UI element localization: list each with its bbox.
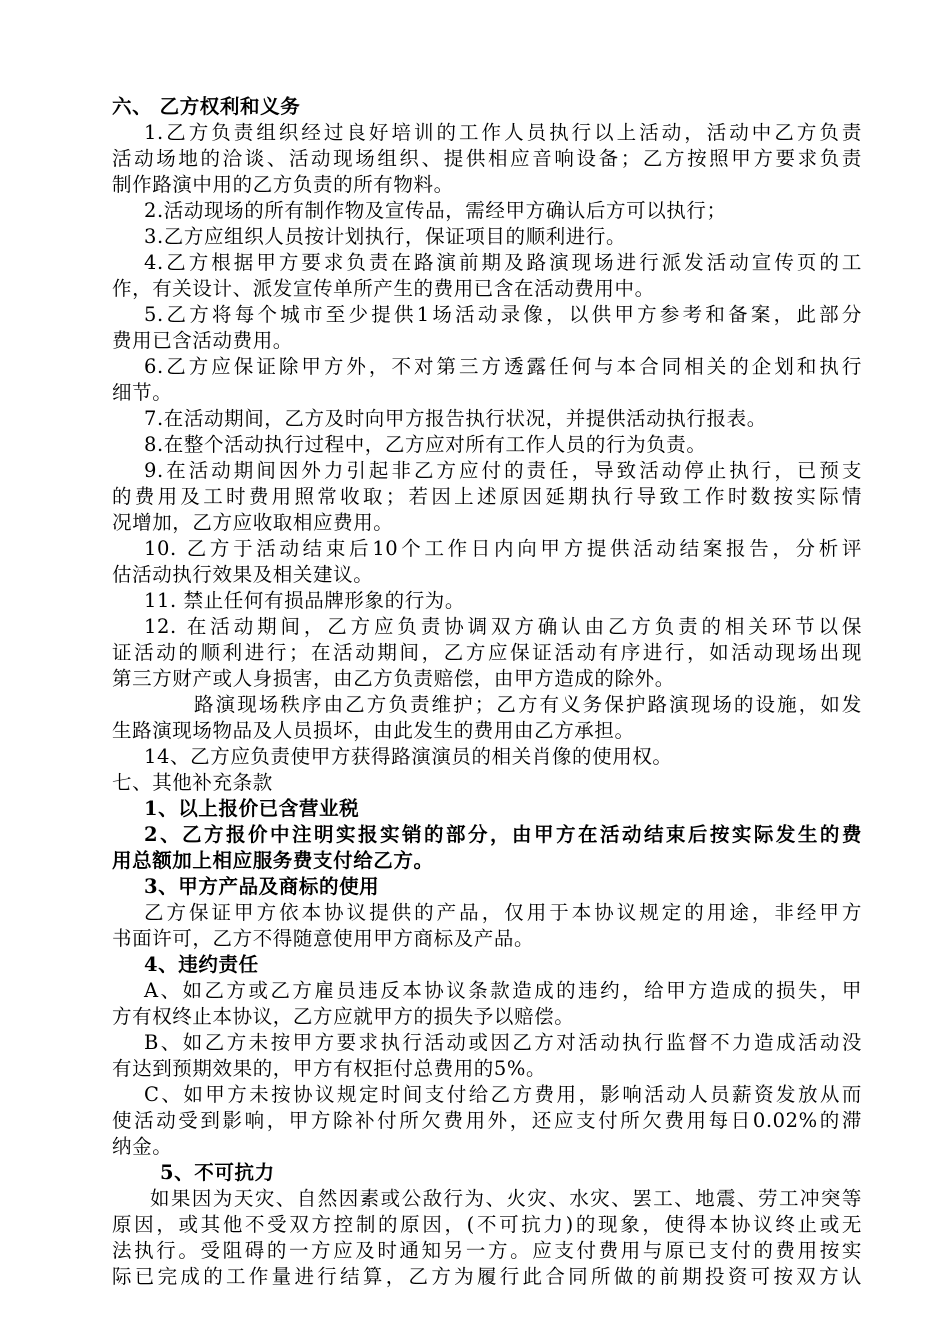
clause-line: 5.乙方将每个城市至少提供1场活动录像，以供甲方参考和备案，此部分: [144, 303, 862, 326]
clause-line: 14、乙方应负责使甲方获得路演演员的相关肖像的使用权。: [144, 745, 673, 768]
clause-line: 使活动受到影响，甲方除补付所欠费用外，还应支付所欠费用每日0.02%的滞: [112, 1109, 862, 1132]
clause-line: 的费用及工时费用照常收取；若因上述原因延期执行导致工作时数按实际情: [112, 485, 862, 508]
clause-line: 细节。: [112, 381, 173, 404]
clause-line: 9.在活动期间因外力引起非乙方应付的责任，导致活动停止执行，已预支: [144, 459, 862, 482]
clause-line: 1.乙方负责组织经过良好培训的工作人员执行以上活动，活动中乙方负责: [144, 121, 862, 144]
clause-line: 费用已含活动费用。: [112, 329, 293, 352]
clause-line: 7.在活动期间，乙方及时向甲方报告执行状况，并提供活动执行报表。: [144, 407, 767, 430]
clause-line: 原因，或其他不受双方控制的原因，(不可抗力)的现象，使得本协议终止或无: [112, 1213, 862, 1236]
clause-line: 际已完成的工作量进行结算，乙方为履行此合同所做的前期投资可按双方认: [112, 1265, 862, 1288]
clause-line: 3.乙方应组织人员按计划执行，保证项目的顺利进行。: [144, 225, 627, 248]
clause-line: 活动场地的洽谈、活动现场组织、提供相应音响设备；乙方按照甲方要求负责: [112, 147, 862, 170]
clause-line: B、如乙方未按甲方要求执行活动或因乙方对活动执行监督不力造成活动没: [144, 1031, 862, 1054]
clause-line: 6.乙方应保证除甲方外，不对第三方透露任何与本合同相关的企划和执行: [144, 355, 862, 378]
clause-line: 11. 禁止任何有损品牌形象的行为。: [144, 589, 466, 612]
clause-line: 估活动执行效果及相关建议。: [112, 563, 374, 586]
clause-line: 证活动的顺利进行；在活动期间，乙方应保证活动有序进行，如活动现场出现: [112, 641, 862, 664]
clause-line: 8.在整个活动执行过程中，乙方应对所有工作人员的行为负责。: [144, 433, 707, 456]
clause-line: 如果因为天灾、自然因素或公敌行为、火灾、水灾、罢工、地震、劳工冲突等: [150, 1187, 862, 1210]
clause-line: 12. 在活动期间，乙方应负责协调双方确认由乙方负责的相关环节以保: [144, 615, 862, 638]
clause-line: C、如甲方未按协议规定时间支付给乙方费用，影响活动人员薪资发放从而: [144, 1083, 862, 1106]
clause-heading: 1、以上报价已含营业税: [144, 797, 360, 820]
section-6-heading: 六、 乙方权利和义务: [112, 95, 301, 118]
clause-line: 纳金。: [112, 1135, 173, 1158]
clause-line: 书面许可，乙方不得随意使用甲方商标及产品。: [112, 927, 535, 950]
clause-line: 路演现场秩序由乙方负责维护；乙方有义务保护路演现场的设施，如发: [194, 693, 862, 716]
clause-line: 生路演现场物品及人员损坏，由此发生的费用由乙方承担。: [112, 719, 635, 742]
section-7-heading: 七、其他补充条款: [112, 771, 273, 794]
clause-line: 4.乙方根据甲方要求负责在路演前期及路演现场进行派发活动宣传页的工: [144, 251, 862, 274]
clause-line: 制作路演中用的乙方负责的所有物料。: [112, 173, 454, 196]
clause-line: 用总额加上相应服务费支付给乙方。: [112, 849, 434, 872]
clause-line: A、如乙方或乙方雇员违反本协议条款造成的违约，给甲方造成的损失，甲: [144, 979, 862, 1002]
clause-heading: 3、甲方产品及商标的使用: [144, 875, 380, 898]
clause-line: 有达到预期效果的，甲方有权拒付总费用的5%。: [112, 1057, 547, 1080]
clause-line: 2、乙方报价中注明实报实销的部分，由甲方在活动结束后按实际发生的费: [144, 823, 862, 846]
clause-line: 乙方保证甲方依本协议提供的产品，仅用于本协议规定的用途，非经甲方: [144, 901, 862, 924]
clause-line: 作，有关设计、派发宣传单所产生的费用已含在活动费用中。: [112, 277, 655, 300]
clause-line: 第三方财产或人身损害，由乙方负责赔偿，由甲方造成的除外。: [112, 667, 675, 690]
clause-line: 10. 乙方于活动结束后10个工作日内向甲方提供活动结案报告，分析评: [144, 537, 862, 560]
clause-line: 方有权终止本协议，乙方应就甲方的损失予以赔偿。: [112, 1005, 575, 1028]
clause-line: 况增加，乙方应收取相应费用。: [112, 511, 394, 534]
clause-line: 法执行。受阻碍的一方应及时通知另一方。应支付费用与原已支付的费用按实: [112, 1239, 862, 1262]
clause-heading: 4、违约责任: [144, 953, 259, 976]
clause-line: 2.活动现场的所有制作物及宣传品，需经甲方确认后方可以执行；: [144, 199, 727, 222]
clause-heading: 5、不可抗力: [160, 1161, 275, 1184]
